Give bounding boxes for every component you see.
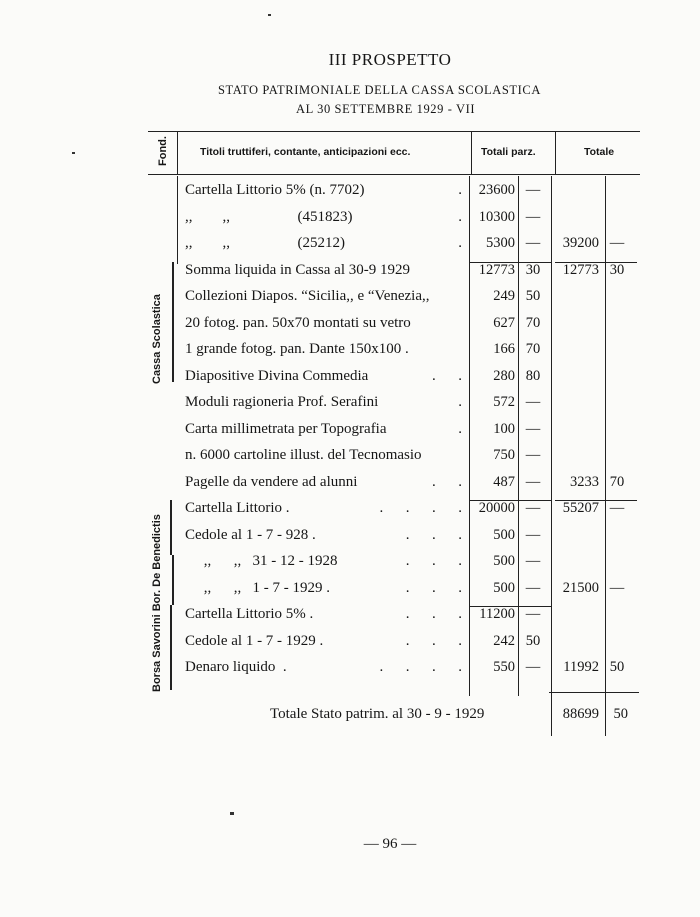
row-partial-cents: 30 [525, 262, 541, 278]
totale-left-rule [551, 176, 552, 736]
cassa-bracket [172, 262, 174, 382]
scan-speck [230, 812, 234, 815]
row-description: Denaro liquido . [185, 659, 287, 675]
row-total-cents: 30 [609, 262, 625, 278]
row-total-value: 3233 [570, 474, 599, 490]
grand-total-value: 88699 [562, 706, 599, 722]
row-leader-dots: . [458, 182, 462, 198]
row-description: Carta millimetrata per Topografia [185, 421, 387, 437]
row-description: Cedole al 1 - 7 - 928 . [185, 527, 316, 543]
page-title: III PROSPETTO [328, 50, 452, 69]
row-leader-dots: . . . [405, 553, 462, 569]
row-leader-dots: . . . [405, 580, 462, 596]
fond-bracket-rule [177, 176, 178, 264]
parziali-cents-rule [518, 176, 519, 696]
row-total-cents: 50 [609, 659, 625, 675]
header-totale: Totale [584, 146, 615, 158]
page-subtitle-line2: AL 30 SETTEMBRE 1929 - VII [296, 102, 476, 116]
row-partial-value: 20000 [478, 500, 515, 516]
row-partial-value: 500 [493, 580, 515, 596]
row-partial-value: 627 [493, 315, 515, 331]
row-partial-value: 500 [493, 527, 515, 543]
row-description: Moduli ragioneria Prof. Serafini [185, 394, 379, 410]
row-leader-dots: . . . [405, 633, 462, 649]
row-partial-cents: — [525, 474, 541, 490]
grand-total-cents: 50 [613, 706, 628, 722]
row-description: Cartella Littorio 5% (n. 7702) [185, 182, 365, 198]
parziali-left-rule [469, 176, 470, 696]
row-description: Cartella Littorio 5% . [185, 606, 314, 622]
row-leader-dots: . . . . [379, 659, 462, 675]
row-partial-cents: 70 [525, 341, 541, 357]
row-total-value: 12773 [562, 262, 599, 278]
row-partial-cents: 80 [525, 368, 541, 384]
row-partial-value: 11200 [479, 606, 515, 622]
table-top-rule [148, 131, 640, 132]
row-partial-value: 500 [493, 553, 515, 569]
row-description: Cedole al 1 - 7 - 1929 . [185, 633, 324, 649]
page-subtitle-line1: STATO PATRIMONIALE DELLA CASSA SCOLASTICA [218, 83, 541, 97]
row-partial-cents: — [525, 527, 541, 543]
row-partial-cents: 50 [525, 633, 541, 649]
row-description: 1 grande fotog. pan. Dante 150x100 . [185, 341, 409, 357]
section-label-cassa: Cassa Scolastica [151, 294, 163, 384]
row-partial-value: 280 [493, 368, 515, 384]
row-total-cents: — [609, 235, 625, 251]
header-titoli: Titoli truttiferi, contante, anticipazioni ecc. [200, 146, 411, 158]
row-partial-value: 5300 [486, 235, 515, 251]
row-description: 20 fotog. pan. 50x70 montati su vetro [185, 315, 411, 331]
scan-speck [268, 14, 271, 16]
row-total-value: 11992 [563, 659, 599, 675]
row-total-cents: 70 [609, 474, 625, 490]
row-partial-cents: — [525, 500, 541, 516]
table-header-rule [148, 174, 640, 175]
row-total-cents: — [609, 580, 625, 596]
row-description: Somma liquida in Cassa al 30-9 1929 [185, 262, 410, 278]
row-leader-dots: . . . [405, 527, 462, 543]
row-partial-cents: — [525, 580, 541, 596]
row-partial-cents: 50 [525, 288, 541, 304]
row-description: ,, ,, 1 - 7 - 1929 . [185, 580, 330, 596]
header-divider-parziali [555, 131, 556, 174]
row-partial-cents: — [525, 421, 541, 437]
row-leader-dots: . [458, 209, 462, 225]
row-description: ,, ,, (451823) [185, 209, 353, 225]
row-partial-value: 550 [493, 659, 515, 675]
row-total-value: 21500 [562, 580, 599, 596]
row-description: Diapositive Divina Commedia [185, 368, 369, 384]
row-total-value: 39200 [562, 235, 599, 251]
header-fond: Fond. [157, 136, 169, 166]
grand-total-label: Totale Stato patrim. al 30 - 9 - 1929 [270, 706, 485, 722]
row-description: ,, ,, (25212) [185, 235, 345, 251]
header-totali-parziali: Totali parz. [481, 146, 536, 158]
scan-speck [72, 152, 75, 154]
row-leader-dots: . . [432, 474, 462, 490]
borsa-bracket-top [170, 500, 172, 555]
row-partial-cents: — [525, 235, 541, 251]
row-description: n. 6000 cartoline illust. del Tecnomasio [185, 447, 422, 463]
row-description: Collezioni Diapos. “Sicilia,, e “Venezia,, [185, 288, 430, 304]
row-description: Cartella Littorio . [185, 500, 290, 516]
row-partial-cents: — [525, 394, 541, 410]
borsa-bracket-bottom [170, 605, 172, 690]
page-number: — 96 — [363, 836, 417, 852]
row-partial-value: 750 [493, 447, 515, 463]
row-description: Pagelle da vendere ad alunni [185, 474, 358, 490]
row-partial-value: 10300 [478, 209, 515, 225]
row-partial-value: 12773 [478, 262, 515, 278]
row-leader-dots: . [458, 394, 462, 410]
row-partial-value: 100 [493, 421, 515, 437]
row-description: ,, ,, 31 - 12 - 1928 [185, 553, 338, 569]
row-partial-cents: — [525, 182, 541, 198]
row-partial-value: 487 [493, 474, 515, 490]
row-leader-dots: . . . . [379, 500, 462, 516]
grand-total-rule [549, 692, 639, 693]
row-partial-cents: — [525, 659, 541, 675]
totale-cents-rule [605, 176, 606, 736]
borsa-bracket-mid [172, 555, 174, 605]
row-total-value: 55207 [562, 500, 599, 516]
row-partial-cents: — [525, 606, 541, 622]
row-leader-dots: . [458, 235, 462, 251]
section-label-borsa: Borsa Savorini Bor. De Benedictis [151, 514, 163, 692]
header-divider-titoli [471, 131, 472, 174]
fond-column-divider [177, 131, 178, 174]
row-partial-value: 572 [493, 394, 515, 410]
row-total-cents: — [609, 500, 625, 516]
row-partial-cents: — [525, 447, 541, 463]
row-partial-value: 242 [493, 633, 515, 649]
row-leader-dots: . . . [405, 606, 462, 622]
row-partial-value: 23600 [478, 182, 515, 198]
row-leader-dots: . . [432, 368, 462, 384]
row-partial-value: 166 [493, 341, 515, 357]
row-partial-cents: 70 [525, 315, 541, 331]
row-partial-cents: — [525, 209, 541, 225]
row-leader-dots: . [458, 421, 462, 437]
row-partial-cents: — [525, 553, 541, 569]
row-partial-value: 249 [493, 288, 515, 304]
